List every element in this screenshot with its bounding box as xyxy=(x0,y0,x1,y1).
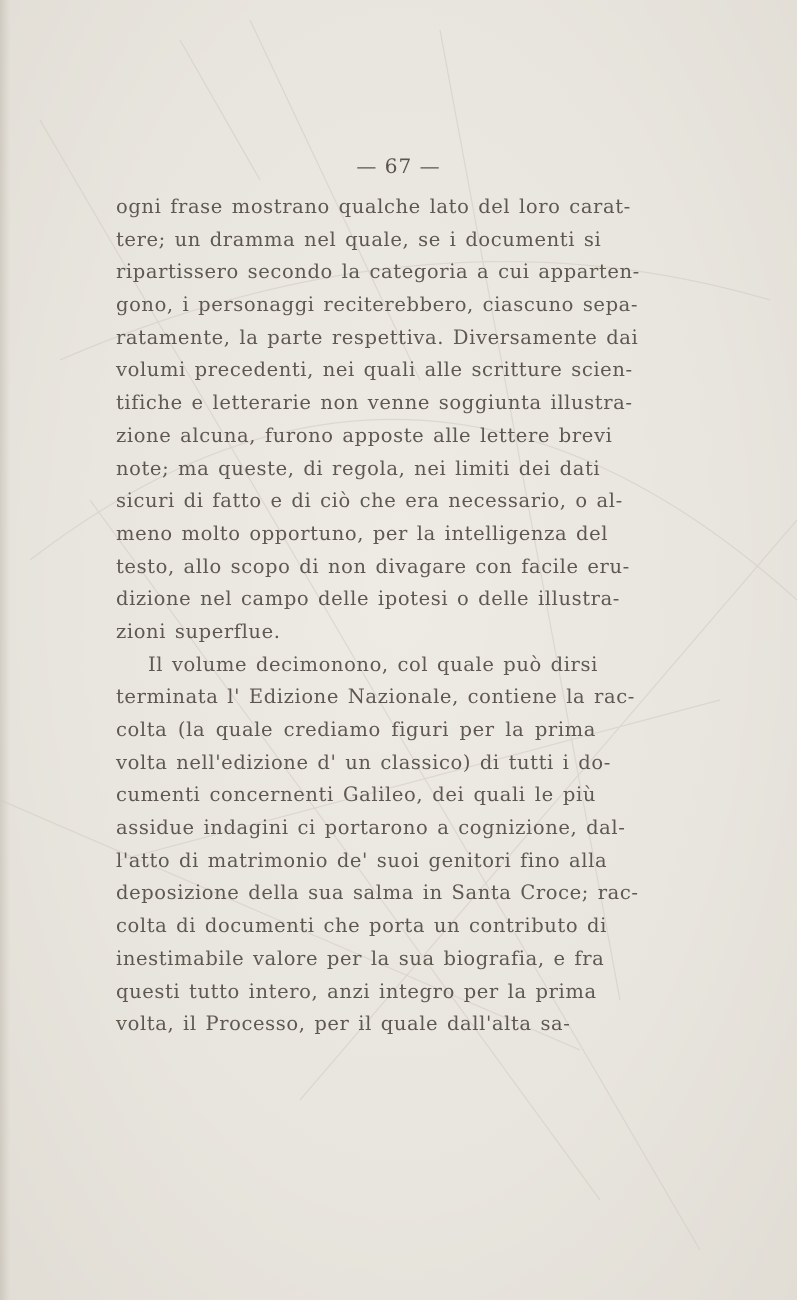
text-line: ogni frase mostrano qualche lato del loro carat- xyxy=(116,195,631,218)
body-text xyxy=(116,191,640,1041)
text-line: volta nell'edizione d' un classico) di tutti i do- xyxy=(116,750,611,774)
text-line: inestimabile valore per la sua biografia, e fra xyxy=(116,946,605,970)
text-line: assidue indagini ci portarono a cognizione, dal- xyxy=(116,816,626,840)
text-line: ripartissero secondo la categoria a cui apparten- xyxy=(116,260,640,284)
text-line: testo, allo scopo di non divagare con facile eru- xyxy=(116,554,630,578)
text-line: Il volume decimonono, col quale può dirsi xyxy=(148,652,598,676)
page-number: — 67 — xyxy=(356,154,441,178)
text-line: sicuri di fatto e di ciò che era necessario, o al- xyxy=(116,489,623,513)
text-line: deposizione della sua salma in Santa Croce; rac- xyxy=(116,881,639,905)
paragraph-2 xyxy=(116,649,639,1041)
paragraph-1 xyxy=(116,191,640,649)
text-line: zioni superflue. xyxy=(116,619,281,643)
text-line: meno molto opportuno, per la intelligenza del xyxy=(116,521,609,545)
text-line: l'atto di matrimonio de' suoi genitori fino alla xyxy=(116,848,608,872)
text-line: cumenti concernenti Galileo, dei quali le più xyxy=(116,783,596,807)
text-line: terminata l' Edizione Nazionale, contiene la rac- xyxy=(116,685,635,709)
text-line: colta di documenti che porta un contributo di xyxy=(116,914,607,938)
text-line: dizione nel campo delle ipotesi o delle illustra- xyxy=(116,587,620,611)
text-line: ratamente, la parte respettiva. Diversamente dai xyxy=(116,325,639,349)
text-line: note; ma queste, di regola, nei limiti dei dati xyxy=(116,456,601,480)
text-line: zione alcuna, furono apposte alle lettere brevi xyxy=(116,423,613,447)
text-line: volumi precedenti, nei quali alle scritture scien- xyxy=(116,358,633,382)
text-line: tifiche e letterarie non venne soggiunta illustra- xyxy=(116,391,633,415)
text-line: questi tutto intero, anzi integro per la prima xyxy=(116,979,597,1003)
text-line: volta, il Processo, per il quale dall'alta sa- xyxy=(116,1012,571,1036)
text-line: colta (la quale crediamo figuri per la prima xyxy=(116,718,596,741)
text-line: tere; un dramma nel quale, se i documenti si xyxy=(116,227,602,251)
text-line: gono, i personaggi reciterebbero, ciascuno sepa- xyxy=(116,293,639,317)
